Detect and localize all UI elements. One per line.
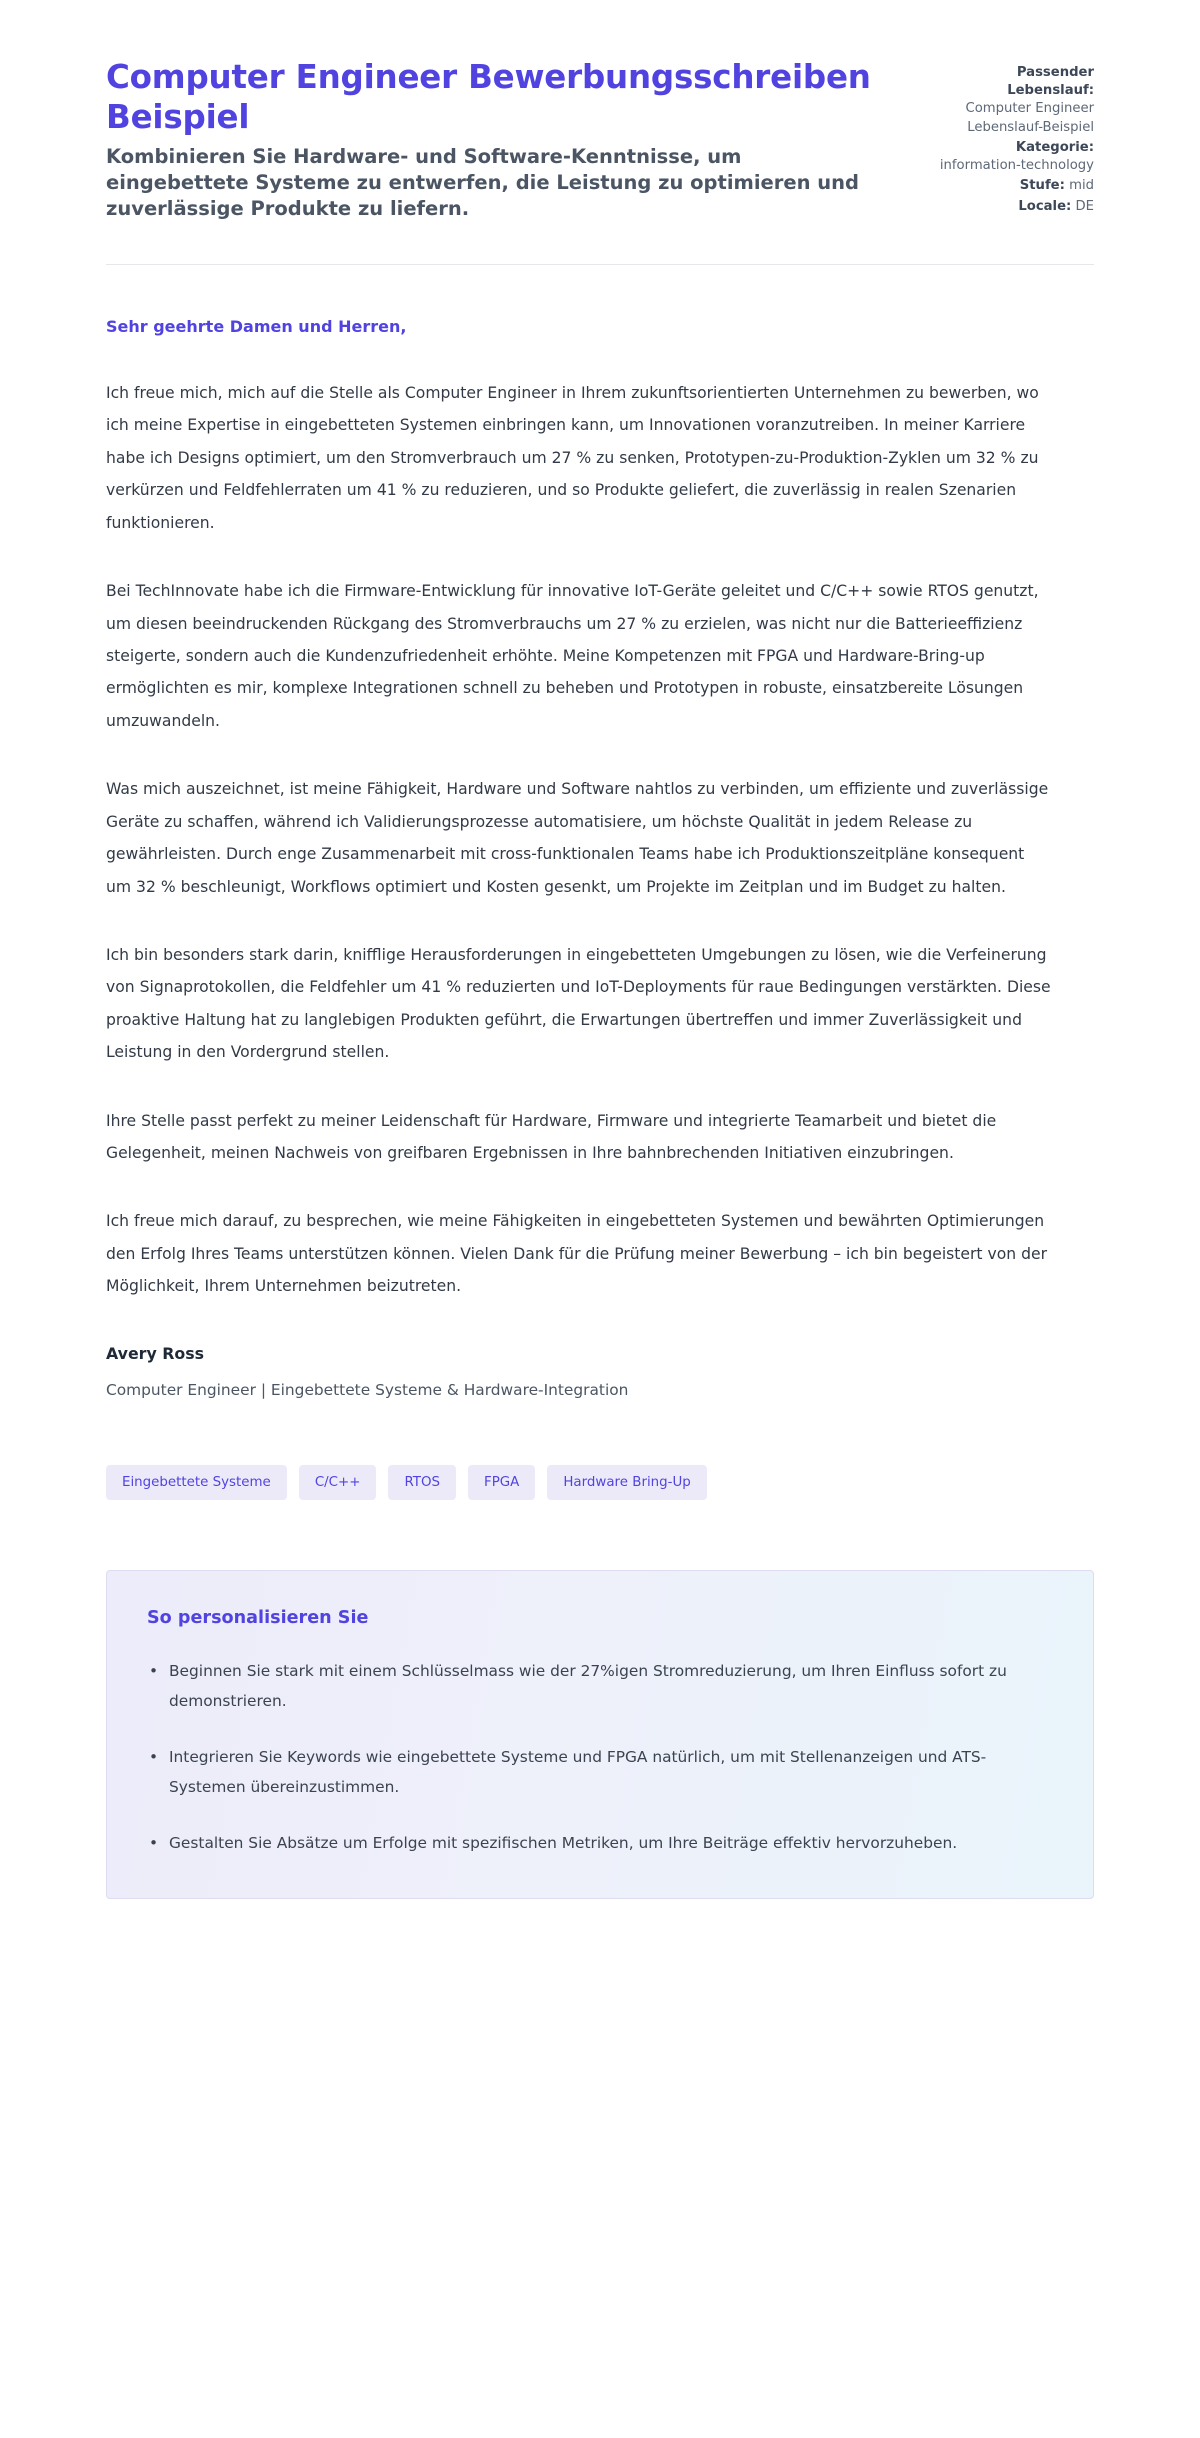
meta-matching-resume	[934, 64, 1094, 137]
letter-paragraph: Ich freue mich darauf, zu besprechen, wie meine Fähigkeiten in eingebetteten Systemen und bewährten Optimierungen den Erfolg Ihres Teams unterstützen können. Vielen Dank für die Prüfung meiner Bewerbung – ich bin begeistert von der Möglichkeit, Ihrem Unternehmen beizutreten.	[106, 1212, 1047, 1296]
skill-tag[interactable]: Hardware Bring-Up	[547, 1465, 706, 1500]
meta-level-value: mid	[1069, 178, 1094, 194]
meta-locale-value: DE	[1075, 198, 1094, 214]
salutation: Sehr geehrte Damen und Herren,	[106, 317, 407, 337]
letter-paragraph: Was mich auszeichnet, ist meine Fähigkeit, Hardware und Software nahtlos zu verbinden, um effiziente und zuverlässige Geräte zu schaffen, während ich Validierungsprozesse automatisiere, um höchste Qualität in jedem Release zu gewährleisten. Durch enge Zusammenarbeit mit cross-funktionalen Teams habe ich Produktionszeitpläne konsequent um 32 % beschleunigt, Workflows optimiert und Kosten gesenkt, um Projekte im Zeitplan und im Budget zu halten.	[106, 780, 1049, 896]
page-header	[106, 0, 1094, 222]
signature-role: Computer Engineer | Eingebettete Systeme & Hardware-Integration	[106, 1380, 629, 1399]
signature-name: Avery Ross	[106, 1343, 205, 1363]
header-text-block	[106, 58, 876, 222]
tips-list	[147, 1656, 1053, 1858]
metadata-panel	[934, 58, 1094, 218]
meta-category-label: Kategorie:	[1015, 139, 1094, 155]
page-title: Computer Engineer Bewerbungsschreiben Beispiel	[106, 58, 871, 136]
meta-category-value: information-technology	[939, 158, 1094, 174]
letter-paragraph: Bei TechInnovate habe ich die Firmware-Entwicklung für innovative IoT-Geräte geleitet und C/C++ sowie RTOS genutzt, um diesen beeindruckenden Rückgang des Stromverbrauchs um 27 % zu erzielen, was nicht nur die Batterieeffizienz steigerte, sondern auch die Kundenzufriedenheit erhöhte. Meine Kompetenzen mit FPGA und Hardware-Bring-up ermöglichten es mir, komplexe Integrationen schnell zu beheben und Prototypen in robuste, einsatzbereite Lösungen umzuwandeln.	[106, 582, 1039, 730]
letter-paragraph: Ihre Stelle passt perfekt zu meiner Leidenschaft für Hardware, Firmware und integrierte Teamarbeit und bietet die Gelegenheit, meinen Nachweis von greifbaren Ergebnissen in Ihre bahnbrechenden Initiativen einzubringen.	[106, 1111, 997, 1163]
meta-level	[934, 177, 1094, 195]
tips-title: So personalisieren Sie	[147, 1608, 369, 1629]
meta-matching-resume-value: Computer Engineer Lebenslauf-Beispiel	[965, 101, 1094, 135]
tips-list-item: • Integrieren Sie Keywords wie eingebettete Systeme und FPGA natürlich, um mit Stellenanzeigen und ATS-Systemen übereinzustimmen.	[147, 1742, 1053, 1802]
letter-paragraph: Ich bin besonders stark darin, knifflige Herausforderungen in eingebetteten Umgebungen zu lösen, wie die Verfeinerung von Signaprotokollen, die Feldfehler um 41 % reduzierten und IoT-Deployments für raue Bedingungen verstärkten. Diese proaktive Haltung hat zu langlebigen Produkten geführt, die Erwartungen übertreffen und immer Zuverlässigkeit und Leistung in den Vordergrund stellen.	[106, 945, 1051, 1062]
meta-matching-resume-label: Passender Lebenslauf:	[1007, 65, 1094, 99]
skill-tag[interactable]: FPGA	[468, 1465, 535, 1500]
meta-category	[934, 139, 1094, 175]
skill-tag-list	[106, 1465, 1094, 1500]
meta-level-label: Stufe:	[1019, 178, 1065, 194]
page-subtitle: Kombinieren Sie Hardware- und Software-Kenntnisse, um eingebettete Systeme zu entwerfen, die Leistung zu optimieren und zuverlässige Produkte zu liefern.	[106, 145, 859, 221]
meta-locale-label: Locale:	[1018, 198, 1072, 214]
cover-letter-body	[106, 265, 1094, 1500]
skill-tag[interactable]: RTOS	[388, 1465, 456, 1500]
personalization-tips-panel	[106, 1570, 1094, 1899]
letter-paragraph: Ich freue mich, mich auf die Stelle als Computer Engineer in Ihrem zukunftsorientierten Unternehmen zu bewerben, wo ich meine Expertise in eingebetteten Systemen einbringen kann, um Innovationen voranzutreiben. In meiner Karriere habe ich Designs optimiert, um den Stromverbrauch um 27 % zu senken, Prototypen-zu-Produktion-Zyklen um 32 % zu verkürzen und Feldfehlerraten um 41 % zu reduzieren, und so Produkte geliefert, die zuverlässig in realen Szenarien funktionieren.	[106, 384, 1039, 532]
tips-list-item: • Beginnen Sie stark mit einem Schlüsselmass wie der 27%igen Stromreduzierung, um Ihren Einfluss sofort zu demonstrieren.	[147, 1656, 1053, 1716]
meta-locale	[934, 198, 1094, 216]
skill-tag[interactable]: Eingebettete Systeme	[106, 1465, 287, 1500]
tips-list-item: • Gestalten Sie Absätze um Erfolge mit spezifischen Metriken, um Ihre Beiträge effektiv hervorzuheben.	[147, 1828, 1053, 1858]
letter-paragraphs	[106, 377, 1094, 1303]
signature-block	[106, 1339, 1094, 1403]
skill-tag[interactable]: C/C++	[299, 1465, 377, 1500]
